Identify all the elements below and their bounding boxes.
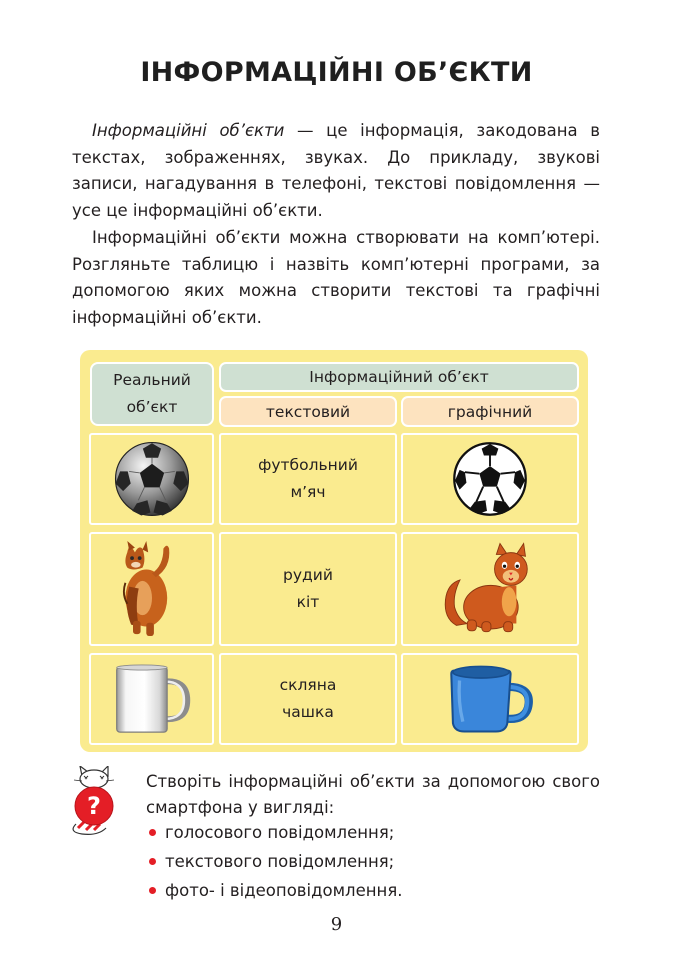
intro-term: Інформаційні об’єкти — [92, 121, 285, 140]
header-graphic-type: графічний — [401, 396, 579, 427]
glass-mug-photo-icon — [110, 663, 194, 735]
table-cell-text — [219, 433, 397, 525]
intro-paragraph — [72, 118, 600, 224]
list-item — [146, 847, 600, 876]
table-instruction-paragraph: Інформаційні об’єкти можна створювати на комп’ютері. Розгляньте таблицю і назвіть комп’ютерні програми, за допомогою яких можна створити текстові та графічні інформаційні об’єкти. — [72, 228, 600, 327]
table-cell-real — [89, 532, 214, 646]
bullet-icon — [149, 858, 156, 865]
task-list — [146, 818, 600, 905]
soccer-ball-drawing-icon — [452, 441, 528, 517]
table-cell-graphic — [401, 433, 579, 525]
intro-text: — це інформація, закодована в текстах, зображеннях, звуках. До прикладу, звукові записи, нагадування в телефоні, текстові повідомлення — усе це інформаційні об’єкти. — [72, 121, 600, 220]
table-cell-graphic — [401, 653, 579, 745]
bullet-icon — [149, 829, 156, 836]
list-item-text: голосового повідомлення; — [165, 823, 395, 842]
header-real-object — [90, 362, 214, 426]
blue-cup-drawing-icon — [444, 664, 536, 734]
list-item-text: текстового повідомлення; — [165, 852, 395, 871]
table-text-label: футбольний м’яч — [258, 456, 358, 501]
header-text-type: текстовий — [219, 396, 397, 427]
table-text-label: скляна чашка — [279, 676, 337, 721]
ginger-cat-drawing-icon — [440, 541, 540, 637]
table-cell-real — [89, 433, 214, 525]
table-cell-text — [219, 653, 397, 745]
question-cat-icon — [68, 766, 120, 836]
svg-text:?: ? — [87, 792, 101, 820]
page-number: 9 — [330, 914, 343, 935]
header-info-object: Інформаційний об’єкт — [219, 362, 579, 392]
table-text-label: рудий кіт — [283, 566, 333, 611]
ginger-cat-photo-icon — [114, 539, 190, 639]
bullet-icon — [149, 887, 156, 894]
table-cell-graphic — [401, 532, 579, 646]
header-real-object-label: Реальний об’єкт — [113, 371, 191, 416]
soccer-ball-photo-icon — [114, 441, 190, 517]
page-title: ІНФОРМАЦІЙНІ ОБ’ЄКТИ — [140, 57, 533, 88]
list-item — [146, 876, 600, 905]
list-item — [146, 818, 600, 847]
table-cell-text — [219, 532, 397, 646]
list-item-text: фото- і відеоповідомлення. — [165, 881, 403, 900]
table-cell-real — [89, 653, 214, 745]
task-intro: Створіть інформаційні об’єкти за допомогою свого смартфона у вигляді: — [146, 772, 600, 817]
